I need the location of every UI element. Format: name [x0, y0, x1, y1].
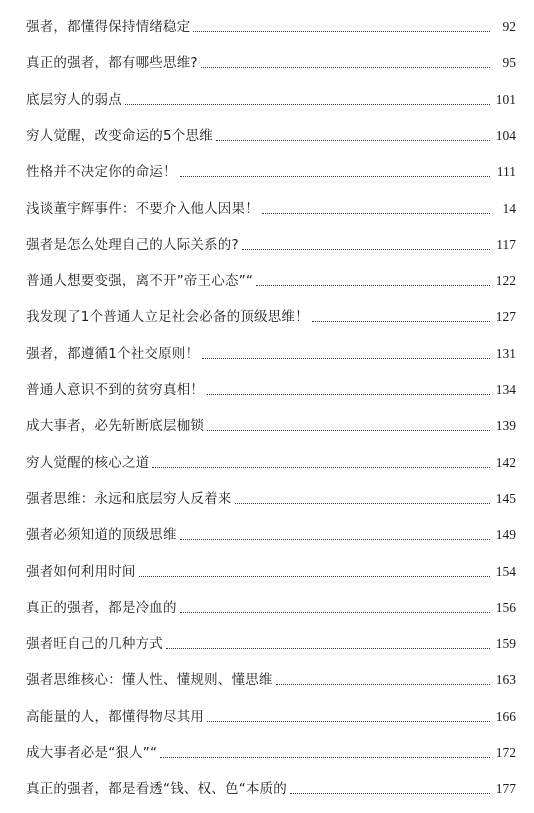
toc-entry[interactable] [26, 230, 516, 254]
toc-entry-title: 强者旺自己的几种方式 [26, 636, 163, 653]
toc-entry-page-number: 177 [495, 781, 516, 797]
dot-leader [207, 394, 490, 395]
toc-entry[interactable] [26, 12, 516, 36]
toc-entry[interactable] [26, 375, 516, 399]
toc-entry-page-number: 131 [495, 345, 516, 361]
toc-entry-page-number: 172 [495, 745, 516, 760]
toc-entry-page-number: 127 [495, 309, 516, 325]
dot-leader [276, 684, 490, 685]
dot-leader [207, 721, 490, 722]
toc-entry-title: 浅谈董宇辉事件：不要介入他人因果！ [26, 200, 259, 217]
toc-entry-title: 强者，都懂得保持情绪稳定 [26, 19, 191, 35]
toc-entry-page-number: 149 [495, 527, 516, 543]
toc-entry[interactable] [26, 266, 516, 290]
dot-leader [180, 176, 490, 177]
toc-entry-title: 普通人想要变强，离不开”帝王心态”“ [26, 273, 254, 290]
toc-entry[interactable] [26, 302, 516, 326]
toc-entry-page-number: 163 [495, 672, 516, 688]
toc-entry[interactable] [26, 484, 516, 508]
toc-entry-page-number: 95 [502, 55, 516, 71]
toc-entry-page-number: 101 [495, 91, 516, 107]
toc-entry[interactable] [26, 448, 516, 472]
dot-leader [152, 467, 490, 468]
toc-entry[interactable] [26, 774, 516, 798]
toc-entry[interactable] [26, 629, 516, 653]
toc-entry-title: 性格并不决定你的命运！ [26, 164, 177, 181]
dot-leader [290, 793, 490, 794]
toc-entry-page-number: 166 [495, 708, 516, 724]
toc-entry[interactable] [26, 121, 516, 145]
toc-entry-page-number: 117 [496, 236, 516, 252]
toc-entry-page-number: 92 [502, 19, 516, 34]
toc-entry-title: 高能量的人，都懂得物尽其用 [26, 708, 205, 725]
toc-entry-page-number: 139 [495, 418, 516, 434]
dot-leader [312, 321, 490, 322]
toc-entry-page-number: 122 [495, 273, 516, 289]
dot-leader [262, 213, 490, 214]
toc-entry-page-number: 111 [496, 164, 516, 180]
toc-entry[interactable] [26, 339, 516, 363]
toc-entry-page-number: 145 [495, 490, 516, 506]
toc-entry-title: 真正的强者，都是冷血的 [26, 599, 177, 616]
toc-entry[interactable] [26, 48, 516, 72]
dot-leader [201, 67, 490, 68]
toc-entry-page-number: 134 [495, 382, 516, 397]
toc-entry-title: 强者如何利用时间 [26, 563, 136, 580]
toc-entry-title: 真正的强者，都有哪些思维? [26, 55, 198, 72]
toc-entry-title: 成大事者必是“狠人”“ [26, 745, 158, 761]
toc-entry-title: 真正的强者，都是看透“钱、权、色“本质的 [26, 781, 287, 798]
dot-leader [139, 576, 490, 577]
toc-entry-page-number: 142 [495, 454, 516, 470]
toc-entry[interactable] [26, 411, 516, 435]
toc-entry-title: 强者思维核心：懂人性、懂规则、懂思维 [26, 672, 273, 689]
toc-entry-title: 普通人意识不到的贫穷真相！ [26, 382, 205, 398]
dot-leader [166, 648, 490, 649]
toc-entry[interactable] [26, 157, 516, 181]
dot-leader [216, 140, 490, 141]
toc-entry[interactable] [26, 702, 516, 726]
toc-entry[interactable] [26, 593, 516, 617]
dot-leader [207, 430, 490, 431]
dot-leader [180, 539, 490, 540]
dot-leader [242, 249, 490, 250]
toc-entry-title: 强者，都遵循1个社交原则！ [26, 345, 200, 362]
toc-entry[interactable] [26, 557, 516, 581]
toc-entry-page-number: 104 [495, 127, 516, 143]
toc-entry-title: 成大事者，必先斩断底层枷锁 [26, 418, 205, 435]
toc-entry-page-number: 154 [495, 563, 516, 579]
dot-leader [125, 104, 490, 105]
toc-entry-page-number: 14 [502, 200, 516, 216]
toc-entry-title: 强者思维：永远和底层穷人反着来 [26, 490, 232, 507]
toc-entry[interactable] [26, 665, 516, 689]
dot-leader [193, 31, 490, 32]
dot-leader [160, 757, 490, 758]
toc-entry-title: 穷人觉醒，改变命运的5个思维 [26, 127, 213, 144]
toc-entry-title: 我发现了1个普通人立足社会必备的顶级思维！ [26, 309, 309, 326]
dot-leader [256, 285, 490, 286]
toc-entry[interactable] [26, 738, 516, 762]
toc-entry-title: 底层穷人的弱点 [26, 91, 122, 108]
toc-entry[interactable] [26, 520, 516, 544]
toc-entry-page-number: 156 [495, 599, 516, 615]
toc-entry[interactable] [26, 85, 516, 109]
toc-entry[interactable] [26, 194, 516, 218]
dot-leader [235, 503, 491, 504]
toc-entry-title: 穷人觉醒的核心之道 [26, 454, 150, 471]
dot-leader [180, 612, 490, 613]
toc-entry-title: 强者是怎么处理自己的人际关系的? [26, 236, 239, 253]
toc-entry-title: 强者必须知道的顶级思维 [26, 527, 177, 544]
dot-leader [202, 358, 490, 359]
toc-entry-page-number: 159 [495, 636, 516, 652]
